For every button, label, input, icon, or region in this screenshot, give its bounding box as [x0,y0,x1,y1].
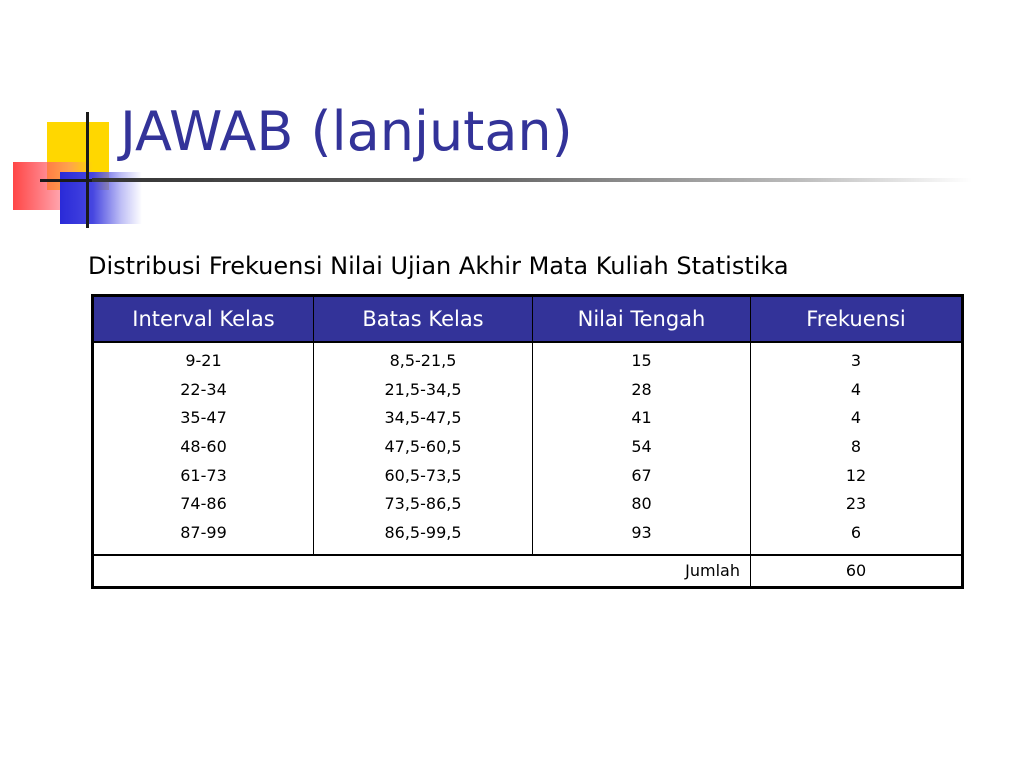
cell-interval-kelas: 9-21 [185,351,222,370]
logo-vertical-line [86,112,89,228]
header-batas-kelas: Batas Kelas [314,296,533,343]
cell-interval-kelas: 74-86 [180,494,227,514]
cell-nilai-tengah: 15 [631,351,652,370]
cell-nilai-tengah: 41 [631,408,652,428]
column-nilai-tengah [533,342,751,555]
table-caption: Distribusi Frekuensi Nilai Ujian Akhir Mata Kuliah Statistika [88,252,789,280]
cell-interval-kelas: 87-99 [180,523,227,543]
cell-frekuensi: 12 [845,465,867,485]
cell-interval-kelas: 22-34 [180,379,227,399]
cell-interval-kelas: 61-73 [180,465,227,485]
header-frekuensi: Frekuensi [751,296,963,343]
header-interval-kelas: Interval Kelas [93,296,314,343]
cell-nilai-tengah: 80 [631,494,652,514]
total-label: Jumlah [93,555,751,588]
title-divider [92,178,972,182]
cell-nilai-tengah: 28 [631,379,652,399]
cell-frekuensi: 3 [850,351,862,370]
cell-nilai-tengah: 67 [631,465,652,485]
column-batas-kelas [314,342,533,555]
cell-frekuensi: 4 [850,408,862,428]
cell-batas-kelas: 86,5-99,5 [384,523,462,543]
cell-batas-kelas: 8,5-21,5 [389,351,457,370]
column-frekuensi [751,342,963,555]
header-nilai-tengah: Nilai Tengah [533,296,751,343]
cell-frekuensi: 23 [845,494,867,514]
cell-nilai-tengah: 54 [631,437,652,457]
frequency-table [91,294,964,589]
cell-batas-kelas: 21,5-34,5 [384,379,462,399]
cell-frekuensi: 6 [850,523,862,543]
cell-frekuensi: 4 [850,379,862,399]
slide-title: JAWAB (lanjutan) [120,100,573,163]
cell-batas-kelas: 47,5-60,5 [384,437,462,457]
table-data-row [93,342,963,555]
cell-batas-kelas: 73,5-86,5 [384,494,462,514]
cell-interval-kelas: 35-47 [180,408,227,428]
cell-batas-kelas: 60,5-73,5 [384,465,462,485]
table-total-row [93,555,963,588]
cell-frekuensi: 8 [850,437,862,457]
cell-interval-kelas: 48-60 [180,437,227,457]
total-value: 60 [751,555,963,588]
column-interval-kelas [93,342,314,555]
cell-batas-kelas: 34,5-47,5 [384,408,462,428]
cell-nilai-tengah: 93 [631,523,652,543]
table-header-row [93,296,963,343]
